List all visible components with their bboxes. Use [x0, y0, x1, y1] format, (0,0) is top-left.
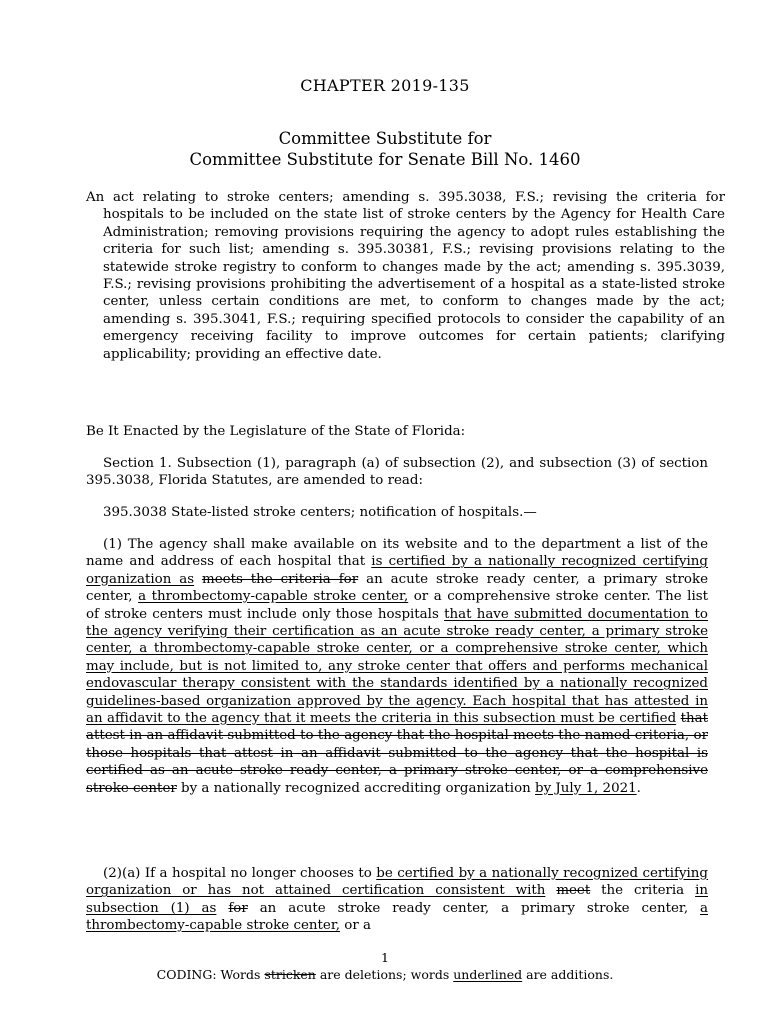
addition: a thrombectomy-capable stroke center,: [138, 589, 409, 605]
addition: that have submitted documentation to the agency verifying their certification as an acute stroke ready center, a primary stroke center, a thrombectomy-capable stroke center, or a comprehensive stroke center, which may include, but is not limited to, any stroke center that offers and performs mechanical endovascular therapy consistent with the standards identified by a nationally recognized guidelines-based organization approved by the agency. Each hospital that has attested in an affidavit to the agency that it meets the criteria in this subsection must be certified: [86, 606, 708, 727]
deletion: meet: [556, 883, 591, 899]
legend-underlined: underlined: [453, 967, 523, 982]
text: or a comprehensive stroke center. The list of stroke centers must include only those hospitals: [86, 589, 708, 622]
addition: in subsection (1) as: [86, 883, 709, 916]
addition: is certified by a nationally recognized certifying organization as: [86, 554, 708, 587]
subsection-1: [86, 536, 708, 797]
deletion: meets the criteria for: [202, 571, 359, 587]
deletion: that attest in an affidavit submitted to the agency that the hospital meets the named criteria, or those hospitals that attest in an affidavit submitted to the agency that the hospital is certified as an acute stroke ready center, a primary stroke center, or a comprehensive stroke center: [86, 711, 708, 796]
deletion: for: [228, 900, 248, 916]
text: an acute stroke ready center, a primary stroke center,: [247, 900, 701, 916]
section-1-intro: Section 1. Subsection (1), paragraph (a) of subsection (2), and subsection (3) of section 395.3038, Florida Statutes, are amended to read:: [86, 456, 708, 489]
legend-text: are deletions; words: [315, 967, 454, 982]
page-number: 1: [381, 950, 389, 965]
legend-text: are additions.: [522, 967, 614, 982]
chapter-heading: CHAPTER 2019-135: [300, 76, 470, 95]
text: (1) The agency shall make available on its website and to the department a list of the name and address of each hospital that: [86, 537, 708, 570]
legend-text: CODING: Words: [156, 967, 265, 982]
section-heading: 395.3038 State-listed stroke centers; notification of hospitals.—: [103, 505, 537, 520]
text: an acute stroke ready center, a primary stroke center,: [86, 571, 709, 605]
addition: be certified by a nationally recognized certifying organization or has not attained certification consistent with: [86, 866, 708, 899]
text: or a: [340, 918, 371, 934]
addition: a thrombectomy-capable stroke center,: [86, 900, 708, 934]
text: by a nationally recognized accrediting organization: [176, 780, 536, 796]
legend-stricken: stricken: [264, 967, 316, 982]
text: the criteria: [590, 883, 696, 899]
enacting-clause: Be It Enacted by the Legislature of the State of Florida:: [86, 424, 466, 439]
subsection-2a: [86, 865, 708, 935]
bill-title: [0, 128, 770, 170]
bill-title-line-1: Committee Substitute for: [278, 129, 492, 148]
coding-legend: [0, 967, 770, 982]
addition: by July 1, 2021: [535, 780, 637, 796]
bill-title-line-2: Committee Substitute for Senate Bill No. 1460: [189, 150, 581, 169]
text: .: [636, 780, 641, 796]
act-summary: An act relating to stroke centers; amending s. 395.3038, F.S.; revising the criteria for hospitals to be included on the state list of stroke centers by the Agency for Health Care Administration; removing provisions requiring the agency to adopt rules establishing the criteria for such list; amending s. 395.30381, F.S.; revising provisions relating to the statewide stroke registry to conform to changes made by the act; amending s. 395.3039, F.S.; revising provisions prohibiting the advertisement of a hospital as a state-listed stroke center, unless certain conditions are met, to conform to changes made by the act; amending s. 395.3041, F.S.; requiring specified protocols to consider the capability of an emergency receiving facility to improve outcomes for certain patients; clarifying applicability; providing an effective date.: [86, 190, 725, 362]
text: (2)(a) If a hospital no longer chooses to: [103, 866, 377, 881]
